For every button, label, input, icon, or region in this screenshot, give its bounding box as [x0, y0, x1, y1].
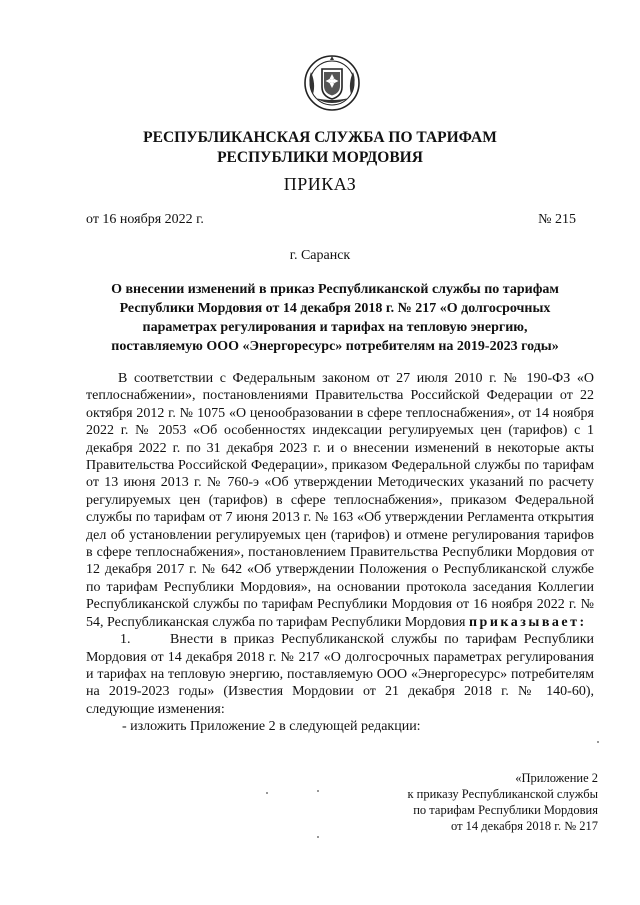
item-1-number: 1. — [120, 632, 131, 648]
document-subject — [86, 280, 584, 356]
document-body — [86, 370, 594, 736]
subject-line: О внесении изменений в приказ Республиканской службы по тарифам — [111, 282, 559, 297]
item-1-text: Внести в приказ Республиканской службы по тарифам Республики Мордовия от 14 декабря 2018 г. № 217 «О долгосрочных параметрах регулирования и тарифах на тепловую энергию, поставляемую ООО «Энергоресурс» потребителям на 2019-2023 годы» (Известия Мордовии от 21 декабря 2018 г. № 140-60), следующие изменения: — [86, 632, 594, 717]
dash-item: - изложить Приложение 2 в следующей редакции: — [122, 719, 421, 735]
appendix-line: «Приложение 2 — [515, 771, 598, 785]
republic-of-mordovia-coat-of-arms-icon — [301, 52, 363, 114]
item-1-paragraph — [86, 631, 594, 718]
subject-line: Республики Мордовия от 14 декабря 2018 г. № 217 «О долгосрочных — [119, 301, 551, 316]
appendix-line: по тарифам Республики Мордовия — [413, 803, 598, 817]
appendix-header — [407, 770, 598, 834]
orders-keyword: приказывает: — [468, 614, 587, 630]
appendix-line: от 14 декабря 2018 г. № 217 — [450, 819, 598, 833]
document-number: № 215 — [538, 212, 576, 227]
organization-name-line1: РЕСПУБЛИКАНСКАЯ СЛУЖБА ПО ТАРИФАМ — [143, 129, 497, 146]
document-date: от 16 ноября 2022 г. — [86, 212, 204, 227]
organization-name — [0, 128, 640, 168]
preamble-text: В соответствии с Федеральным законом от 27 июля 2010 г. № 190-ФЗ «О теплоснабжении», постановлениями Правительства Российской Федерации от 22 октября 2012 г. № 1075 «О ценообразовании в сфере теплоснабжения», от 14 ноября 2022 г. № 2053 «Об особенностях индексации регулируемых цен (тарифов) с 1 декабря 2022 г. по 31 декабря 2023 г. и о внесении изменений в некоторые акты Правительства Российской Федерации», приказом Федеральной службы по тарифам от 13 июня 2013 г. № 760-э «Об утверждении Методических указаний по расчету регулируемых цен (тарифов) в сфере теплоснабжения», приказом Федеральной службы по тарифам от 7 июня 2013 г. № 163 «Об утверждении Регламента открытия дел об установлении регулируемых цен (тарифов) и отмене регулирования тарифов в сфере теплоснабжения», постановлением Правительства Республики Мордовия от 12 декабря 2017 г. № 642 «Об утверждении Положения о Республиканской службе по тарифам Республики Мордовия», на основании протокола заседания Коллегии Республиканской службы по тарифам Республики Мордовия от 16 ноября 2022 г. № 54, Республиканская служба по тарифам Республики Мордовия — [86, 371, 594, 630]
scan-speck — [266, 792, 268, 794]
subject-line: параметрах регулирования и тарифах на тепловую энергию, — [142, 320, 528, 335]
scan-speck — [317, 836, 319, 838]
document-type-title: ПРИКАЗ — [283, 174, 357, 194]
preamble-paragraph — [86, 370, 594, 631]
organization-name-line2: РЕСПУБЛИКИ МОРДОВИЯ — [217, 149, 423, 166]
document-city: г. Саранск — [289, 248, 351, 263]
subject-line: поставляемую ООО «Энергоресурс» потребителям на 2019-2023 годы» — [111, 339, 559, 354]
appendix-line: к приказу Республиканской службы — [407, 787, 598, 801]
scan-speck — [597, 741, 599, 743]
scan-speck — [317, 790, 319, 792]
